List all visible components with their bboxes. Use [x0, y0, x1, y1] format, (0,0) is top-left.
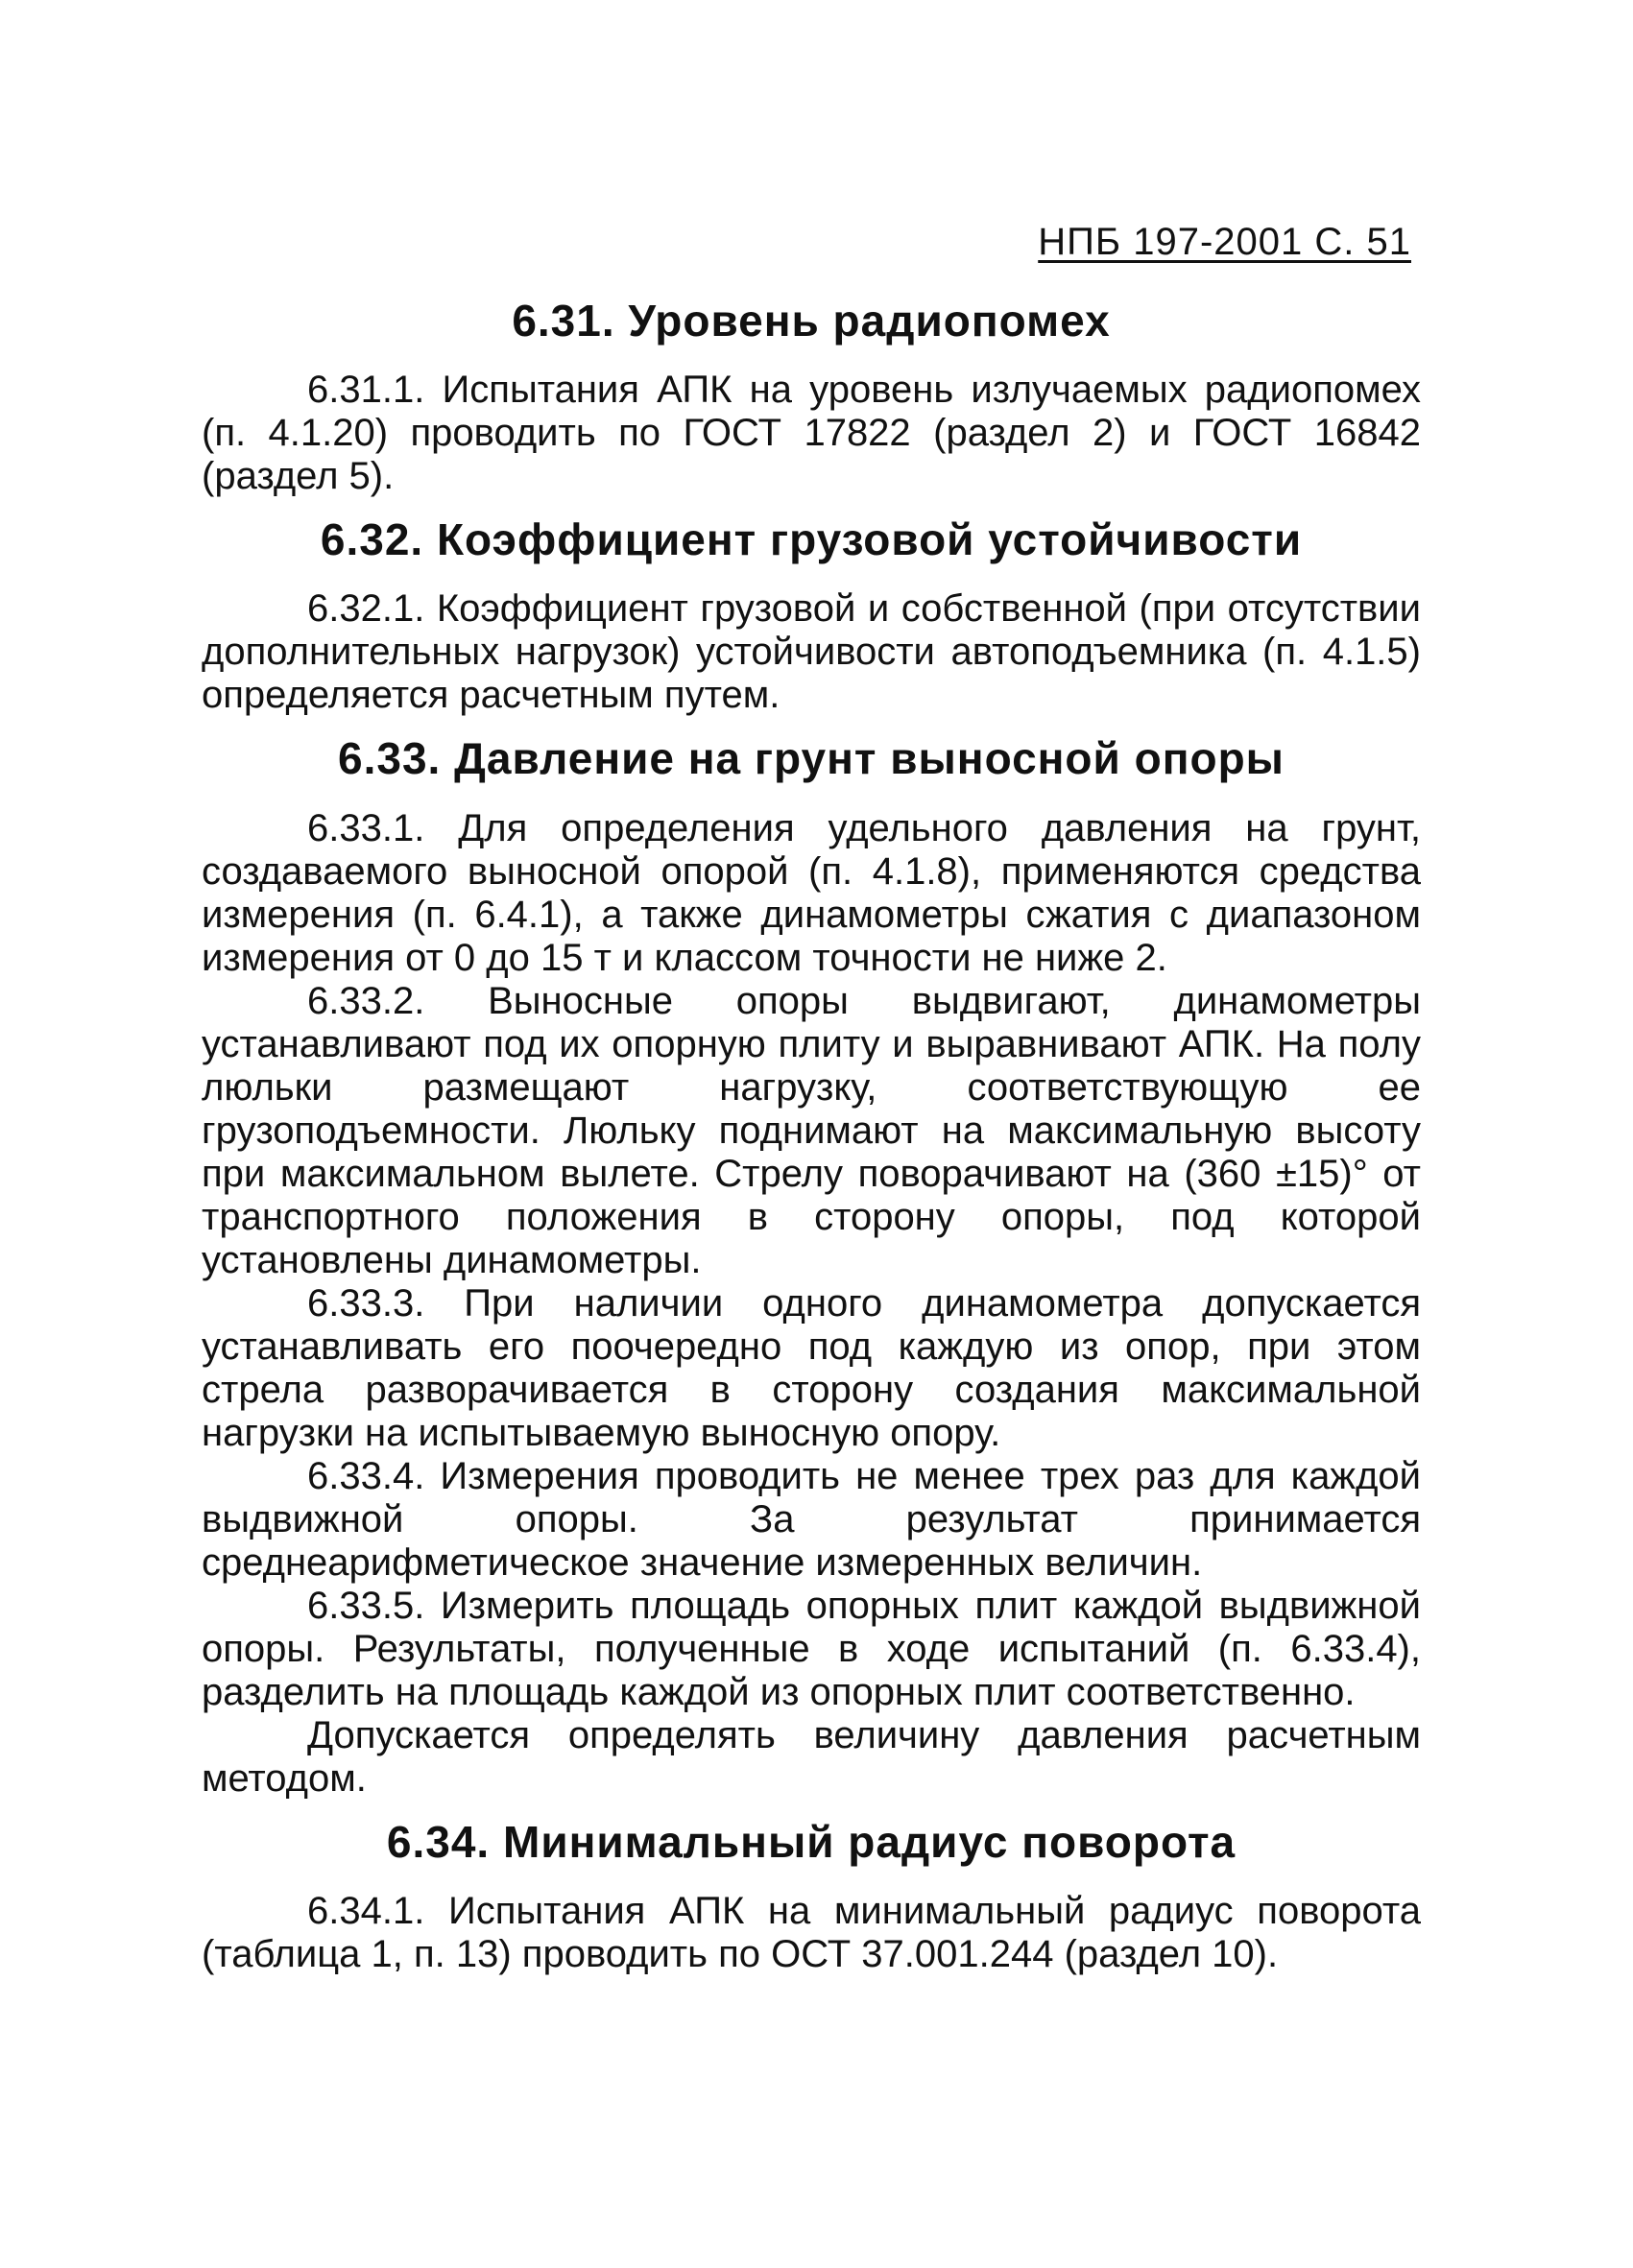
paragraph: 6.33.2. Выносные опоры выдвигают, динамометры устанавливают под их опорную плиту и выравнивают АПК. На полу люльки размещают нагрузку, соответствующую ее грузоподъемности. Люльку поднимают на максимальную высоту при максимальном вылете. Стрелу поворачивают на (360 ±15)° от транспортного положения в сторону опоры, под которой установлены динамометры.: [202, 979, 1421, 1281]
section-heading: 6.31. Уровень радиопомех: [512, 296, 1111, 346]
section-6-34: [202, 1816, 1421, 1976]
paragraph: 6.31.1. Испытания АПК на уровень излучаемых радиопомех (п. 4.1.20) проводить по ГОСТ 17822 (раздел 2) и ГОСТ 16842 (раздел 5).: [202, 369, 1421, 498]
paragraph: Допускается определять величину давления расчетным методом.: [202, 1713, 1421, 1800]
paragraph: 6.34.1. Испытания АПК на минимальный радиус поворота (таблица 1, п. 13) проводить по ОСТ 37.001.244 (раздел 10).: [202, 1889, 1421, 1975]
document-page: [202, 206, 1421, 1976]
section-6-31: [202, 295, 1421, 498]
paragraph: 6.33.3. При наличии одного динамометра допускается устанавливать его поочередно под каждую из опор, при этом стрела разворачивается в сторону создания максимальной нагрузки на испытываемую выносную опору.: [202, 1281, 1421, 1454]
section-heading: 6.33. Давление на грунт выносной опоры: [338, 733, 1285, 784]
running-header: НПБ 197-2001 С. 51: [1038, 221, 1411, 263]
paragraph: 6.32.1. Коэффициент грузовой и собственной (при отсутствии дополнительных нагрузок) устойчивости автоподъемника (п. 4.1.5) определяется расчетным путем.: [202, 587, 1421, 717]
section-heading: 6.34. Минимальный радиус поворота: [386, 1816, 1237, 1867]
section-heading: 6.32. Коэффициент грузовой устойчивости: [320, 514, 1303, 565]
section-6-33: [202, 732, 1421, 1800]
paragraph: 6.33.4. Измерения проводить не менее трех раз для каждой выдвижной опоры. За результат принимается среднеарифметическое значение измеренных величин.: [202, 1454, 1421, 1584]
section-6-32: [202, 513, 1421, 717]
paragraph: 6.33.1. Для определения удельного давления на грунт, создаваемого выносной опорой (п. 4.1.8), применяются средства измерения (п. 6.4.1), а также динамометры сжатия с диапазоном измерения от 0 до 15 т и классом точности не ниже 2.: [202, 806, 1421, 979]
paragraph: 6.33.5. Измерить площадь опорных плит каждой выдвижной опоры. Результаты, полученные в ходе испытаний (п. 6.33.4), разделить на площадь каждой из опорных плит соответственно.: [202, 1584, 1421, 1713]
